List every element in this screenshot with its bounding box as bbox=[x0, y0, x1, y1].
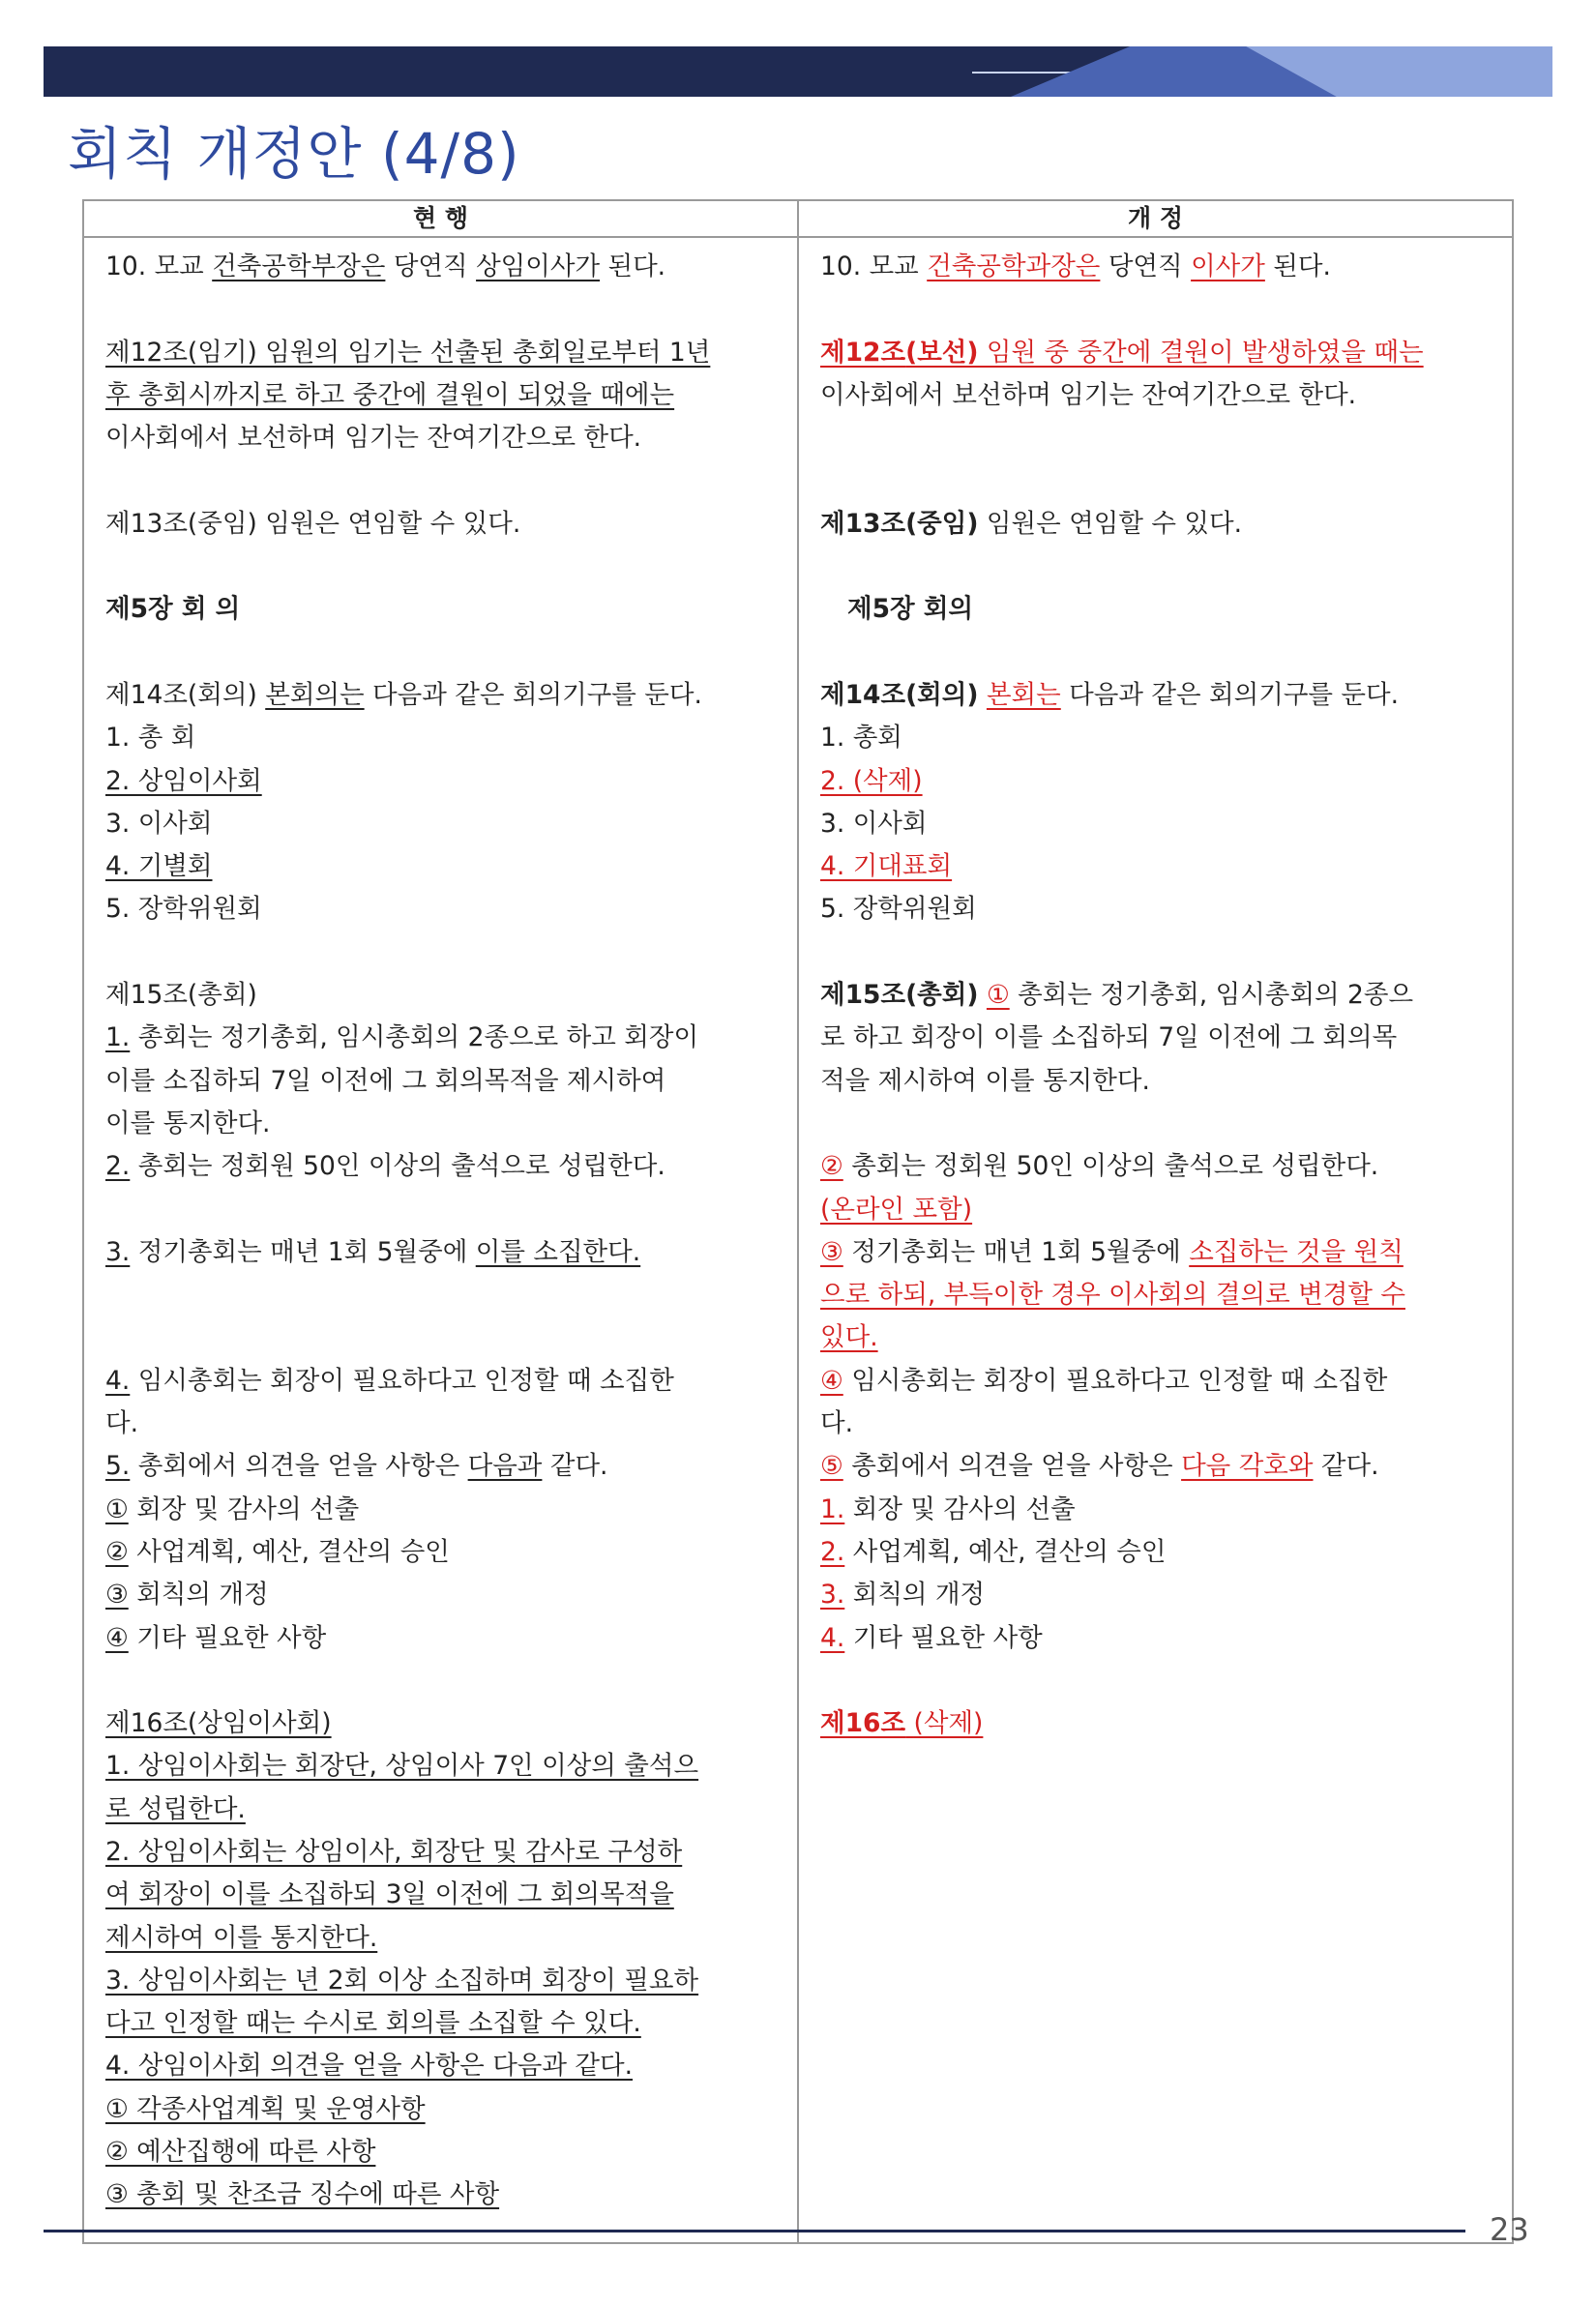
current-line: 제12조(임기) 임원의 임기는 선출된 총회일로부터 1년 bbox=[105, 337, 711, 368]
current-line: 이사회에서 보선하며 임기는 잔여기간으로 한다. bbox=[105, 423, 642, 454]
revised-line: 2. 사업계획, 예산, 결산의 승인 bbox=[820, 1536, 1167, 1567]
current-line: 2. 총회는 정회원 50인 이상의 출석으로 성립한다. bbox=[105, 1151, 665, 1182]
current-line: 3. 정기총회는 매년 1회 5월중에 이를 소집한다. bbox=[105, 1236, 641, 1267]
revised-line: ③ 정기총회는 매년 1회 5월중에 소집하는 것을 원칙 bbox=[820, 1236, 1404, 1267]
current-line: ① 각종사업계획 및 운영사항 bbox=[105, 2093, 426, 2124]
revised-line: 제15조(총회) ① 총회는 정기총회, 임시총회의 2종으 bbox=[820, 980, 1414, 1011]
current-line: 4. 상임이사회 의견을 얻을 사항은 다음과 같다. bbox=[105, 2051, 634, 2082]
revised-line: 3. 회칙의 개정 bbox=[820, 1580, 986, 1611]
current-line: 4. 임시총회는 회장이 필요하다고 인정할 때 소집한 bbox=[105, 1365, 674, 1396]
revised-line: 1. 총회 bbox=[820, 723, 902, 754]
header-banner bbox=[44, 46, 1552, 97]
revised-line: 제13조(중임) 임원은 연임할 수 있다. bbox=[820, 508, 1243, 539]
current-line: 1. 총회는 정기총회, 임시총회의 2종으로 하고 회장이 bbox=[105, 1022, 699, 1053]
current-line: 다. bbox=[105, 1408, 139, 1439]
revised-line: 있다. bbox=[820, 1322, 878, 1353]
revised-line: ② 총회는 정회원 50인 이상의 출석으로 성립한다. bbox=[820, 1151, 1379, 1182]
revised-line: 5. 장학위원회 bbox=[820, 894, 977, 925]
current-line: 이를 통지한다. bbox=[105, 1108, 271, 1138]
revised-line: 2. (삭제) bbox=[820, 765, 923, 796]
chapter-heading: 제5장 회의 bbox=[847, 594, 974, 625]
revised-line: 적을 제시하여 이를 통지한다. bbox=[820, 1065, 1150, 1096]
current-line: 제16조(상임이사회) bbox=[105, 1708, 332, 1739]
current-line: 1. 상임이사회는 회장단, 상임이사 7인 이상의 출석으 bbox=[105, 1751, 699, 1782]
current-line: 3. 상임이사회는 년 2회 이상 소집하며 회장이 필요하 bbox=[105, 1965, 699, 1996]
current-line: 2. 상임이사회는 상임이사, 회장단 및 감사로 구성하 bbox=[105, 1836, 683, 1867]
current-line: 5. 장학위원회 bbox=[105, 894, 262, 925]
current-line: ② 예산집행에 따른 사항 bbox=[105, 2137, 376, 2168]
current-line: ③ 회칙의 개정 bbox=[105, 1580, 269, 1611]
current-line: ② 사업계획, 예산, 결산의 승인 bbox=[105, 1536, 450, 1567]
current-column bbox=[83, 237, 798, 2243]
column-header-revised: 개 정 bbox=[798, 200, 1513, 237]
revised-line: 이사회에서 보선하며 임기는 잔여기간으로 한다. bbox=[820, 379, 1357, 410]
page-number: 23 bbox=[1490, 2211, 1529, 2248]
revised-line: 으로 하되, 부득이한 경우 이사회의 결의로 변경할 수 bbox=[820, 1280, 1405, 1311]
revised-line: 3. 이사회 bbox=[820, 808, 928, 839]
comparison-table bbox=[82, 199, 1514, 2244]
column-header-current: 현 행 bbox=[83, 200, 798, 237]
current-line: ④ 기타 필요한 사항 bbox=[105, 1622, 327, 1653]
current-line: 이를 소집하되 7일 이전에 그 회의목적을 제시하여 bbox=[105, 1065, 666, 1096]
revised-line: ⑤ 총회에서 의견을 얻을 사항은 다음 각호와 같다. bbox=[820, 1451, 1379, 1482]
revised-line: 로 하고 회장이 이를 소집하되 7일 이전에 그 회의목 bbox=[820, 1022, 1398, 1053]
current-line: 4. 기별회 bbox=[105, 851, 213, 882]
revised-column bbox=[798, 237, 1513, 2243]
current-line: 3. 이사회 bbox=[105, 808, 213, 839]
current-line: 제13조(중임) 임원은 연임할 수 있다. bbox=[105, 508, 521, 539]
revised-line: (온라인 포함) bbox=[820, 1194, 973, 1225]
current-line: 제시하여 이를 통지한다. bbox=[105, 1922, 378, 1953]
current-line: ③ 총회 및 찬조금 징수에 따른 사항 bbox=[105, 2179, 500, 2210]
current-line: 다고 인정할 때는 수시로 회의를 소집할 수 있다. bbox=[105, 2008, 641, 2039]
footer-divider bbox=[44, 2230, 1465, 2232]
current-line: 제15조(총회) bbox=[105, 980, 257, 1011]
revised-line: 제16조 (삭제) bbox=[820, 1708, 984, 1739]
current-line: 후 총회시까지로 하고 중간에 결원이 되었을 때에는 bbox=[105, 379, 675, 410]
revised-line: 1. 회장 및 감사의 선출 bbox=[820, 1493, 1076, 1524]
chapter-heading: 제5장 회 의 bbox=[105, 594, 241, 625]
revised-line: 다. bbox=[820, 1408, 854, 1439]
current-line: 10. 모교 건축공학부장은 당연직 상임이사가 된다. bbox=[105, 251, 666, 281]
revised-line: 제14조(회의) 본회는 다음과 같은 회의기구를 둔다. bbox=[820, 679, 1400, 710]
revised-line: 4. 기타 필요한 사항 bbox=[820, 1622, 1043, 1653]
revised-line: 제12조(보선) 임원 중 중간에 결원이 발생하였을 때는 bbox=[820, 337, 1424, 368]
revised-line: 10. 모교 건축공학과장은 당연직 이사가 된다. bbox=[820, 251, 1331, 281]
revised-line: ④ 임시총회는 회장이 필요하다고 인정할 때 소집한 bbox=[820, 1365, 1388, 1396]
current-line: 여 회장이 이를 소집하되 3일 이전에 그 회의목적을 bbox=[105, 1879, 674, 1910]
current-line: 1. 총 회 bbox=[105, 723, 196, 754]
current-line: 로 성립한다. bbox=[105, 1793, 246, 1824]
current-line: 5. 총회에서 의견을 얻을 사항은 다음과 같다. bbox=[105, 1451, 608, 1482]
revised-line: 4. 기대표회 bbox=[820, 851, 953, 882]
page-title: 회칙 개정안 (4/8) bbox=[68, 121, 520, 187]
current-line: ① 회장 및 감사의 선출 bbox=[105, 1493, 360, 1524]
current-line: 제14조(회의) 본회의는 다음과 같은 회의기구를 둔다. bbox=[105, 679, 702, 710]
current-line: 2. 상임이사회 bbox=[105, 765, 262, 796]
